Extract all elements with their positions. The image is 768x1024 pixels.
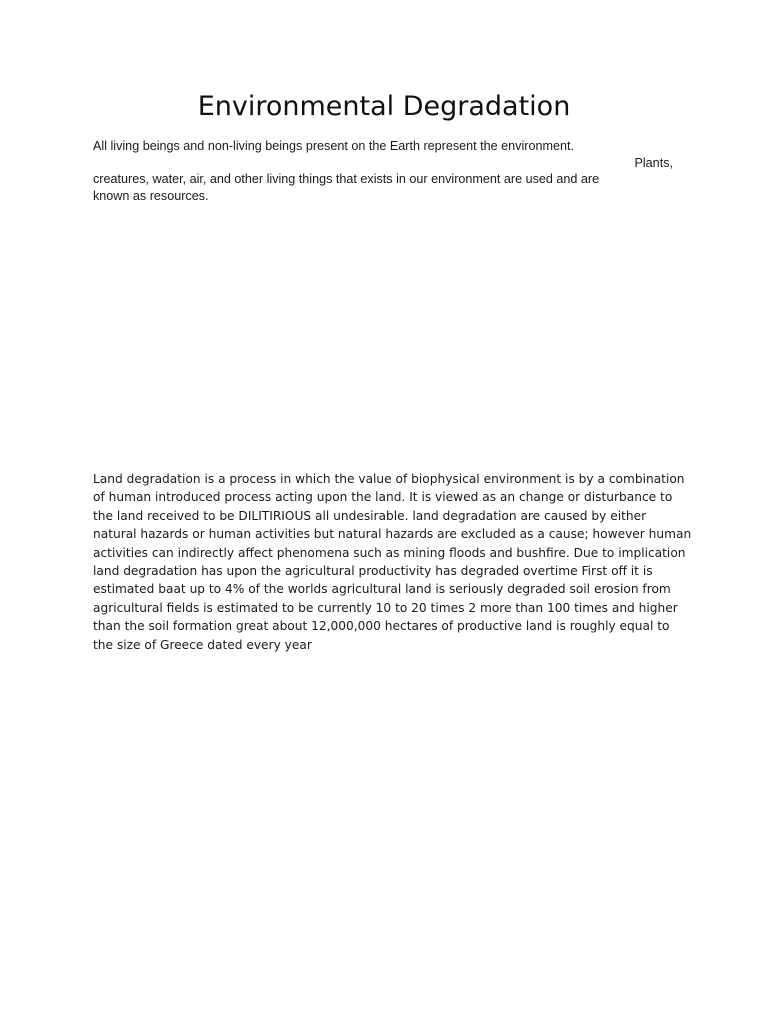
paragraph-line: All living beings and non-living beings present on the Earth represent the environment. bbox=[93, 139, 574, 153]
paragraph-line: than the soil formation great about 12,000,000 hectares of productive land is roughly equal to bbox=[93, 619, 670, 634]
paragraph-line: land degradation has upon the agricultural productivity has degraded overtime First off it is bbox=[93, 564, 653, 579]
paragraph-line: Land degradation is a process in which the value of biophysical environment is by a combination bbox=[93, 472, 685, 486]
paragraph-line: known as resources. bbox=[93, 188, 209, 203]
paragraph-line: agricultural fields is estimated to be currently 10 to 20 times 2 more than 100 times and higher bbox=[93, 600, 678, 615]
paragraph-line: activities can indirectly affect phenomena such as mining floods and bushfire. Due to implication bbox=[93, 545, 686, 560]
paragraph-line: of human introduced process acting upon the land. It is viewed as an change or disturbance to bbox=[93, 490, 673, 505]
document-title: Environmental Degradation bbox=[197, 91, 571, 122]
intro-paragraph bbox=[93, 138, 673, 204]
paragraph-line: the land received to be DILITIRIOUS all undesirable. land degradation are caused by either bbox=[93, 508, 647, 523]
paragraph-line: natural hazards or human activities but natural hazards are excluded as a cause; however human bbox=[93, 527, 692, 542]
land-degradation-paragraph bbox=[93, 470, 692, 654]
paragraph-line: Plants, bbox=[634, 155, 673, 170]
paragraph-line: the size of Greece dated every year bbox=[93, 637, 312, 652]
paragraph-line: estimated baat up to 4% of the worlds agricultural land is seriously degraded soil erosion from bbox=[93, 582, 671, 597]
paragraph-line: creatures, water, air, and other living things that exists in our environment are used and are bbox=[93, 172, 600, 186]
